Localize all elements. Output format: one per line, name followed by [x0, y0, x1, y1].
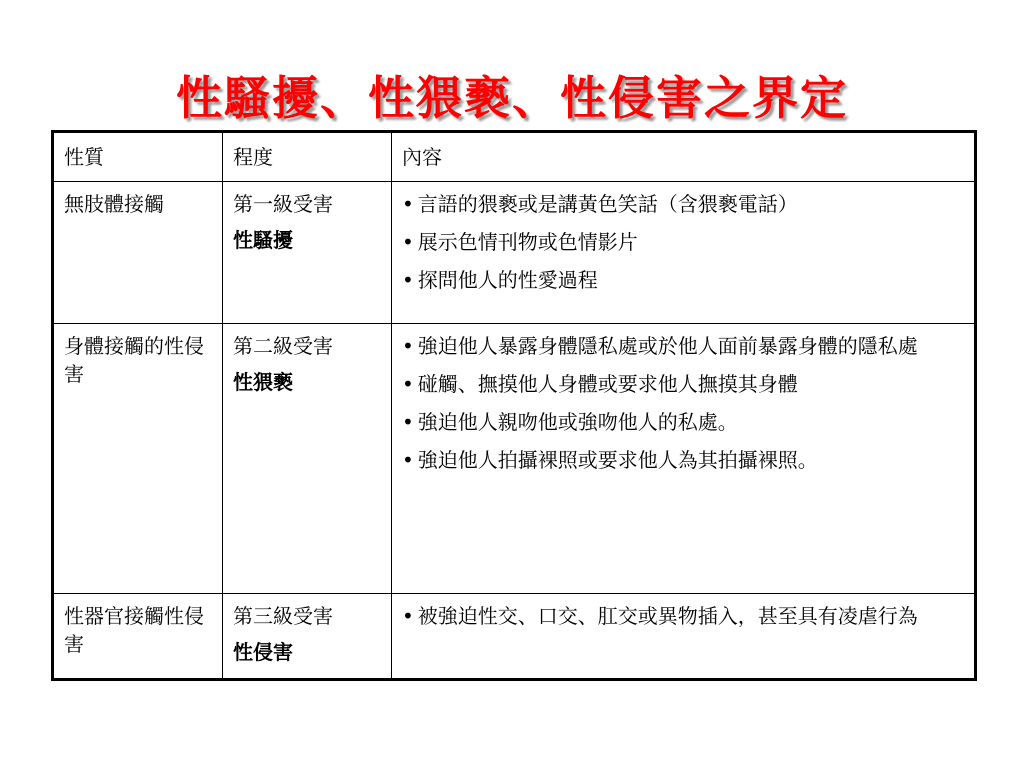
list-item: • 強迫他人親吻他或強吻他人的私處。 — [402, 410, 738, 434]
content-cell — [392, 324, 976, 594]
category-label: 性侵害 — [233, 640, 293, 664]
nature-cell: 性器官接觸性侵害 — [53, 594, 223, 680]
bullet-icon: • — [402, 604, 414, 628]
content-cell — [392, 182, 976, 324]
bullet-icon: • — [402, 334, 414, 358]
degree-cell — [223, 594, 392, 680]
table-row — [53, 594, 976, 680]
content-cell — [392, 594, 976, 680]
list-item: • 碰觸、撫摸他人身體或要求他人撫摸其身體 — [402, 372, 798, 396]
bullet-icon: • — [402, 268, 414, 292]
degree-label: 第一級受害 — [233, 192, 333, 216]
definition-table — [51, 130, 977, 681]
bullet-icon: • — [402, 372, 414, 396]
category-label: 性騷擾 — [233, 228, 293, 252]
list-item: • 言語的猥褻或是講黃色笑話（含猥褻電話） — [402, 192, 798, 216]
table-header-row — [53, 132, 976, 182]
bullet-icon: • — [402, 230, 414, 254]
nature-cell: 無肢體接觸 — [53, 182, 223, 324]
list-item: • 被強迫性交、口交、肛交或異物插入，甚至具有凌虐行為 — [402, 604, 918, 628]
header-content: 內容 — [392, 132, 976, 182]
table-row — [53, 324, 976, 594]
list-item: • 展示色情刊物或色情影片 — [402, 230, 638, 254]
bullet-icon: • — [402, 192, 414, 216]
degree-cell — [223, 182, 392, 324]
list-item: • 探問他人的性愛過程 — [402, 268, 598, 292]
degree-label: 第三級受害 — [233, 604, 333, 628]
page-title: 性騷擾、性猥褻、性侵害之界定 — [176, 71, 848, 125]
bullet-icon: • — [402, 448, 414, 472]
list-item: • 強迫他人暴露身體隱私處或於他人面前暴露身體的隱私處 — [402, 334, 918, 358]
list-item: • 強迫他人拍攝裸照或要求他人為其拍攝裸照。 — [402, 448, 818, 472]
table-row — [53, 182, 976, 324]
header-nature: 性質 — [53, 132, 223, 182]
header-degree: 程度 — [223, 132, 392, 182]
nature-cell: 身體接觸的性侵害 — [53, 324, 223, 594]
degree-label: 第二級受害 — [233, 334, 333, 358]
degree-cell — [223, 324, 392, 594]
bullet-icon: • — [402, 410, 414, 434]
category-label: 性猥褻 — [233, 370, 293, 394]
